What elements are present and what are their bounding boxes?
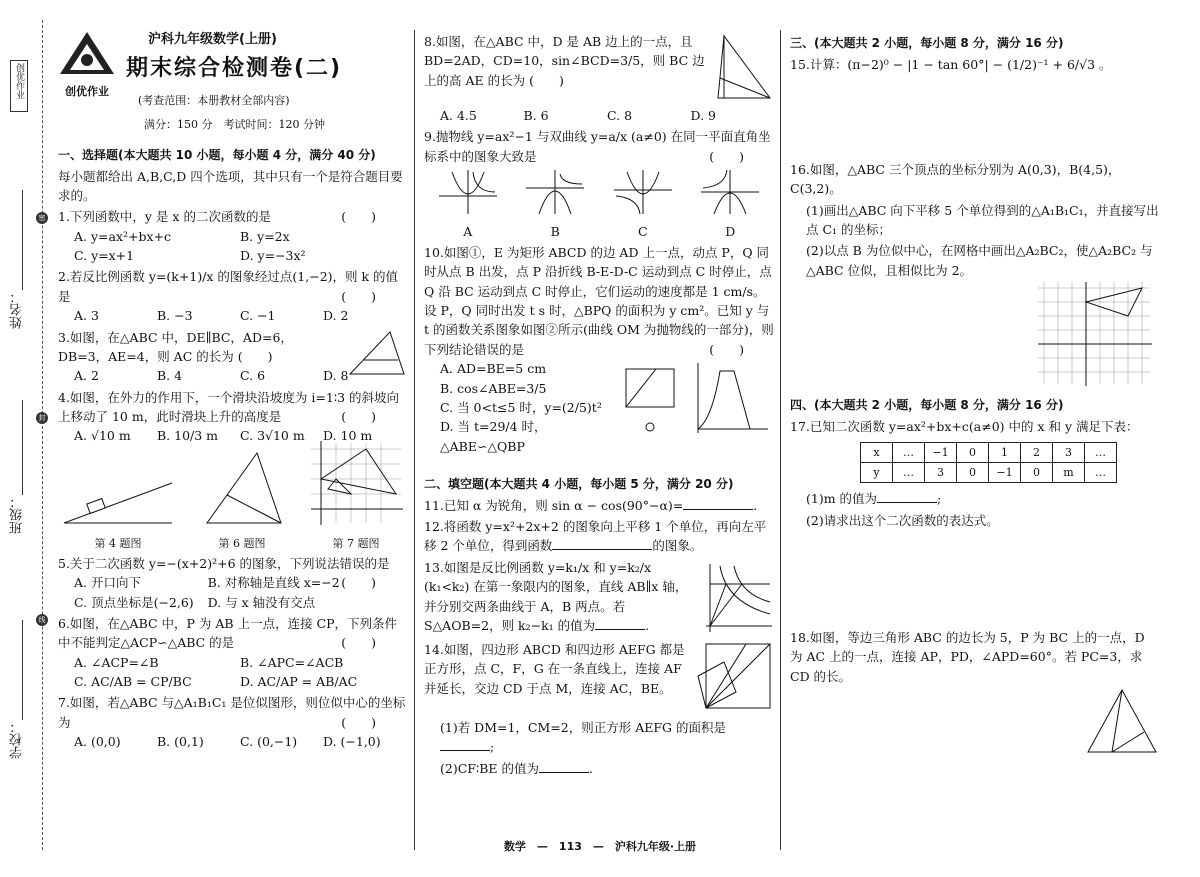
- option-a: A. 开口向下: [74, 575, 141, 591]
- question-2-options: [58, 306, 406, 325]
- question-2: [58, 267, 406, 306]
- answer-paren: ( ): [709, 148, 744, 164]
- question-8-text: 8.如图，在△ABC 中，D 是 AB 边上的一点，且 BD=2AD，CD=10，sin∠BCD=3/5，则 BC 边上的高 AE 的长为: [424, 34, 705, 88]
- answer-space: [790, 530, 1160, 626]
- graph-option-d: [699, 168, 761, 241]
- option-a: A. 3: [74, 308, 99, 324]
- answer-blank[interactable]: [539, 772, 589, 773]
- option-c: C. −1: [240, 308, 276, 324]
- logo: [58, 30, 116, 99]
- question-10-text: 10.如图①，E 为矩形 ABCD 的边 AD 上一点，动点 P，Q 同时从点 B 出发，点 P 沿折线 B-E-D-C 运动到点 C 时停止，点 Q 沿 BC 运动到点 C 时停止，它们运动的速度都是 1 cm/s。设 P，Q 同时出发 t s 时，△BPQ 的面积为 y cm²。已知 y 与 t 的函数关系图象如图②所示(曲线 OM 为抛物线的一部分)，则下列结论错误的是: [424, 244, 774, 357]
- answer-paren: ( ): [341, 409, 376, 425]
- parabola-hyperbola-graph: [524, 168, 586, 216]
- option-d: D. 10 m: [323, 428, 373, 444]
- table-row: [861, 463, 1117, 483]
- question-14-part-1-text: (1)若 DM=1，CM=2，则正方形 AEFG 的面积是: [440, 719, 726, 735]
- option-b: B. −3: [157, 308, 193, 324]
- squares-figure: [694, 640, 774, 716]
- seal-dot: 密: [36, 212, 48, 224]
- answer-blank[interactable]: [440, 750, 490, 751]
- question-4-text: 4.如图，在外力的作用下，一个滑块沿坡度为 i=1∶3 的斜坡向上移动了 10 m，此时滑块上升的高度是: [58, 389, 400, 425]
- equilateral-triangle-figure: [1082, 686, 1162, 764]
- question-6-options: [58, 653, 406, 692]
- page-title: 期末综合检测卷(二): [126, 56, 343, 81]
- option-c: C. 6: [240, 368, 266, 384]
- table-cell: 3: [1053, 443, 1085, 463]
- figure-caption: 第 7 题图: [332, 536, 380, 550]
- table-cell: …: [1085, 463, 1117, 483]
- option-b: B. ∠APC=∠ACB: [240, 654, 344, 670]
- answer-paren: ( ): [529, 72, 564, 88]
- question-17: 17.已知二次函数 y=ax²+bx+c(a≠0) 中的 x 和 y 满足下表：: [790, 418, 1139, 434]
- section-3-heading: 三、(本大题共 2 小题，每小题 8 分，满分 16 分): [790, 36, 1064, 50]
- option-a: A. y=ax²+bx+c: [74, 228, 172, 244]
- column-divider: [780, 30, 781, 850]
- question-1-text: 1.下列函数中，y 是 x 的二次函数的是: [58, 209, 271, 225]
- question-17-part-1-text: (1)m 的值为: [806, 491, 878, 507]
- seal-dot: 封: [36, 412, 48, 424]
- column-3: [790, 30, 1160, 766]
- option-b: B. (0,1): [157, 734, 204, 750]
- section-1-heading: 一、选择题(本大题共 10 小题，每小题 4 分，满分 40 分): [58, 148, 376, 162]
- question-1-options: [58, 227, 406, 266]
- graph-label: B: [550, 223, 560, 239]
- seal-dot: 线: [36, 614, 48, 626]
- table-cell: y: [861, 463, 893, 483]
- option-b: B. 6: [523, 108, 549, 123]
- question-10-options: [424, 359, 614, 456]
- option-b: B. 对称轴是直线 x=−2: [207, 575, 340, 591]
- table-cell: 0: [1021, 463, 1053, 483]
- option-c: C. y=x+1: [74, 248, 135, 264]
- column-2: [424, 30, 774, 778]
- slope-figure: [58, 459, 178, 529]
- option-c: C. 8: [607, 108, 633, 123]
- section-2-heading: 二、填空题(本大题共 4 小题，每小题 5 分，满分 20 分): [424, 477, 734, 492]
- question-13: 13.如图是反比例函数 y=k₁/x 和 y=k₂/x (k₁<k₂) 在第一象限内的图象，直线 AB∥x 轴，并分别交两条曲线于 A，B 两点。若 S△AOB=2，则 k₂−k₁ 的值为 .: [424, 558, 774, 638]
- triangle-p-figure: [197, 449, 287, 529]
- option-d: D. (−1,0): [323, 734, 381, 750]
- question-16-part-1: (1)画出△ABC 向下平移 5 个单位得到的△A₁B₁C₁，并直接写出点 C₁ 的坐标；: [806, 202, 1159, 238]
- answer-blank[interactable]: [683, 509, 753, 510]
- question-8: [424, 32, 774, 106]
- answer-blank[interactable]: [595, 629, 645, 630]
- figure-caption: 第 4 题图: [94, 536, 142, 550]
- figure-q6: [197, 449, 287, 551]
- question-4: [58, 388, 406, 427]
- graph-label: C: [637, 223, 648, 239]
- table-cell: 0: [957, 463, 989, 483]
- answer-paren: ( ): [341, 288, 376, 304]
- table-cell: 1: [989, 443, 1021, 463]
- table-cell: m: [1053, 463, 1085, 483]
- option-d: D. y=−3x²: [240, 248, 306, 264]
- name-line: [22, 190, 23, 290]
- subject-line: 沪科九年级数学(上册): [148, 32, 277, 47]
- column-1: [58, 30, 406, 752]
- question-3: [58, 328, 406, 367]
- question-14-part-2: (2)CF∶BE 的值为 .: [440, 760, 593, 776]
- reciprocal-curves-figure: [700, 562, 774, 634]
- question-8-options: [424, 106, 774, 125]
- figure-q4: [58, 459, 178, 551]
- table-cell: …: [893, 463, 925, 483]
- option-d: D. 与 x 轴没有交点: [207, 594, 316, 610]
- option-d: D. 8: [323, 368, 349, 384]
- table-cell: −1: [925, 443, 957, 463]
- figures-row: [58, 448, 406, 552]
- table-row: [861, 443, 1117, 463]
- question-9: [424, 127, 774, 166]
- table-cell: …: [893, 443, 925, 463]
- graph-label: D: [725, 223, 736, 239]
- question-10: [424, 243, 774, 359]
- option-a: A. 2: [74, 368, 99, 384]
- triangle-de-figure: [344, 328, 406, 380]
- question-16-part-2: (2)以点 B 为位似中心，在网格中画出△A₂BC₂，使△A₂BC₂ 与△ABC 位似，且相似比为 2。: [806, 243, 1153, 278]
- option-a: A. AD=BE=5 cm: [440, 361, 547, 377]
- option-d: D. 2: [323, 308, 349, 324]
- question-10-body: [424, 359, 774, 471]
- graph-option-b: [524, 168, 586, 241]
- option-c: C. 当 0<t≤5 时，y=(2/5)t²: [440, 399, 602, 415]
- question-12-tail: 的图象。: [652, 538, 703, 554]
- table-cell: 0: [957, 443, 989, 463]
- answer-blank[interactable]: [877, 502, 937, 503]
- score-time: 满分：150 分 考试时间：120 分钟: [144, 118, 325, 131]
- homothety-grid-figure: [306, 439, 406, 529]
- question-7: [58, 693, 406, 732]
- option-b: B. cos∠ABE=3/5: [440, 380, 547, 396]
- answer-paren: ( ): [237, 348, 273, 364]
- question-14-part-2-text: (2)CF∶BE 的值为: [440, 760, 539, 776]
- question-6-text: 6.如图，在△ABC 中，P 为 AB 上一点，连接 CP，下列条件中不能判定△ACP∽△ABC 的是: [58, 615, 398, 651]
- question-12-text: 12.将函数 y=x²+2x+2 的图象向上平移 1 个单位，再向左平移 2 个单位，得到函数: [424, 519, 767, 554]
- option-a: A. √10 m: [74, 428, 131, 444]
- parabola-hyperbola-graph: [612, 168, 674, 216]
- question-17-part-1: (1)m 的值为 ;: [806, 491, 942, 507]
- question-11-text: 11.已知 α 为锐角，则 sin α − cos(90°−α)=: [424, 497, 684, 513]
- question-9-graphs: [424, 168, 774, 241]
- question-16: 16.如图，△ABC 三个顶点的坐标分别为 A(0,3)，B(4,5)，C(3,2)。: [790, 161, 1121, 197]
- table-cell: 3: [925, 463, 957, 483]
- answer-paren: ( ): [341, 209, 376, 225]
- question-14-part-1: (1)若 DM=1，CM=2，则正方形 AEFG 的面积是;: [440, 719, 726, 755]
- area-time-graph: [690, 359, 770, 439]
- option-b: B. 10/3 m: [157, 428, 219, 444]
- question-7-options: [58, 732, 406, 751]
- answer-paren: ( ): [341, 714, 376, 730]
- logo-text: 创优作业: [65, 85, 109, 99]
- question-15: 15.计算：(π−2)⁰ − |1 − tan 60°| − (1/2)⁻¹ + 6/√3 。: [790, 56, 1112, 72]
- question-9-text: 9.抛物线 y=ax²−1 与双曲线 y=a/x (a≠0) 在同一平面直角坐标系中的图象大致是: [424, 129, 771, 164]
- class-line: [22, 400, 23, 495]
- table-cell: x: [861, 443, 893, 463]
- question-18: 18.如图，等边三角形 ABC 的边长为 5，P 为 BC 上的一点，D 为 AC 上的一点，连接 AP，PD，∠APD=60°。若 PC=3，求 CD 的长。: [790, 629, 1145, 684]
- question-2-text: 2.若反比例函数 y=(k+1)/x 的图象经过点(1,−2)，则 k 的值是: [58, 269, 399, 304]
- exam-header: [58, 30, 406, 142]
- question-13-text: 13.如图是反比例函数 y=k₁/x 和 y=k₂/x (k₁<k₂) 在第一象限内的图象，直线 AB∥x 轴，并分别交两条曲线于 A，B 两点。若 S△AOB=2，则 k₂−k₁ 的值为: [424, 559, 688, 633]
- option-d: D. 9: [690, 108, 716, 123]
- question-14: [424, 640, 774, 716]
- question-7-text: 7.如图，若△ABC 与△A₁B₁C₁ 是位似图形，则位似中心的坐标为: [58, 695, 406, 730]
- school-line: [22, 620, 23, 720]
- answer-space: [790, 74, 1160, 158]
- dashed-fold-line: [42, 20, 43, 850]
- option-c: C. (0,−1): [240, 734, 298, 750]
- graph-label: A: [463, 223, 473, 239]
- option-b: B. 4: [157, 368, 183, 384]
- question-17-part-2: (2)请求出这个二次函数的表达式。: [806, 512, 999, 528]
- option-c: C. 顶点坐标是(−2,6): [74, 594, 194, 610]
- option-c: C. AC/AB = CP/BC: [74, 674, 192, 690]
- question-5-text: 5.关于二次函数 y=−(x+2)²+6 的图象，下列说法错误的是: [58, 555, 390, 571]
- brand-vertical-box: [10, 60, 28, 112]
- question-1: [58, 207, 406, 226]
- section-1-intro: 每小题都给出 A,B,C,D 四个选项，其中只有一个是符合题目要求的。: [58, 168, 403, 203]
- exam-scope: (考查范围：本册教材全部内容): [138, 94, 290, 107]
- answer-paren: ( ): [341, 575, 376, 591]
- question-6: [58, 614, 406, 653]
- question-14-text: 14.如图，四边形 ABCD 和四边形 AEFG 都是正方形，点 C，F，G 在一条直线上，连接 AF 并延长，交边 CD 于点 M，连接 AC，BE。: [424, 641, 685, 696]
- figure-q7: [306, 439, 406, 551]
- table-cell: …: [1085, 443, 1117, 463]
- school-label: 学校：: [10, 720, 25, 759]
- figure-caption: 第 6 题图: [218, 536, 266, 550]
- column-divider: [414, 30, 415, 850]
- table-cell: 2: [1021, 443, 1053, 463]
- section-4-heading: 四、(本大题共 2 小题，每小题 8 分，满分 16 分): [790, 398, 1064, 413]
- rectangle-figure-1: [620, 363, 682, 433]
- binding-margin: [0, 0, 50, 877]
- page-footer: 数学 — 113 — 沪科九年级·上册: [503, 840, 697, 853]
- option-a: A. 4.5: [440, 108, 477, 123]
- parabola-hyperbola-graph: [437, 168, 499, 216]
- graph-option-c: [612, 168, 674, 241]
- triangle-abc-figure: [714, 32, 774, 104]
- option-c: C. 3√10 m: [240, 428, 305, 444]
- answer-paren: ( ): [341, 635, 376, 651]
- answer-blank[interactable]: [552, 549, 652, 550]
- name-label: 姓名：: [10, 290, 25, 329]
- coordinate-grid-figure: [1034, 280, 1154, 388]
- option-b: B. y=2x: [240, 228, 290, 244]
- xy-value-table: [860, 442, 1117, 483]
- option-a: A. (0,0): [74, 734, 121, 750]
- option-d: D. 当 t=29/4 时，△ABE∽△QBP: [440, 419, 547, 454]
- graph-option-a: [437, 168, 499, 241]
- logo-triangle-icon: [58, 30, 116, 78]
- parabola-hyperbola-graph: [699, 168, 761, 216]
- question-11: 11.已知 α 为锐角，则 sin α − cos(90°−α)= .: [424, 497, 758, 513]
- question-3-text: 3.如图，在△ABC 中，DE∥BC，AD=6，DB=3，AE=4，则 AC 的长为: [58, 329, 293, 364]
- table-cell: −1: [989, 463, 1021, 483]
- answer-paren: ( ): [709, 341, 744, 357]
- brand-vertical-text: 创优作业: [14, 63, 24, 99]
- class-label: 班级：: [10, 495, 25, 534]
- question-16-grid: [790, 280, 1160, 392]
- question-5-options: [58, 573, 341, 612]
- option-a: A. ∠ACP=∠B: [74, 654, 159, 670]
- question-18-figure-wrap: [790, 686, 1160, 766]
- question-12: [424, 517, 774, 556]
- option-d: D. AC/AP = AB/AC: [240, 674, 358, 690]
